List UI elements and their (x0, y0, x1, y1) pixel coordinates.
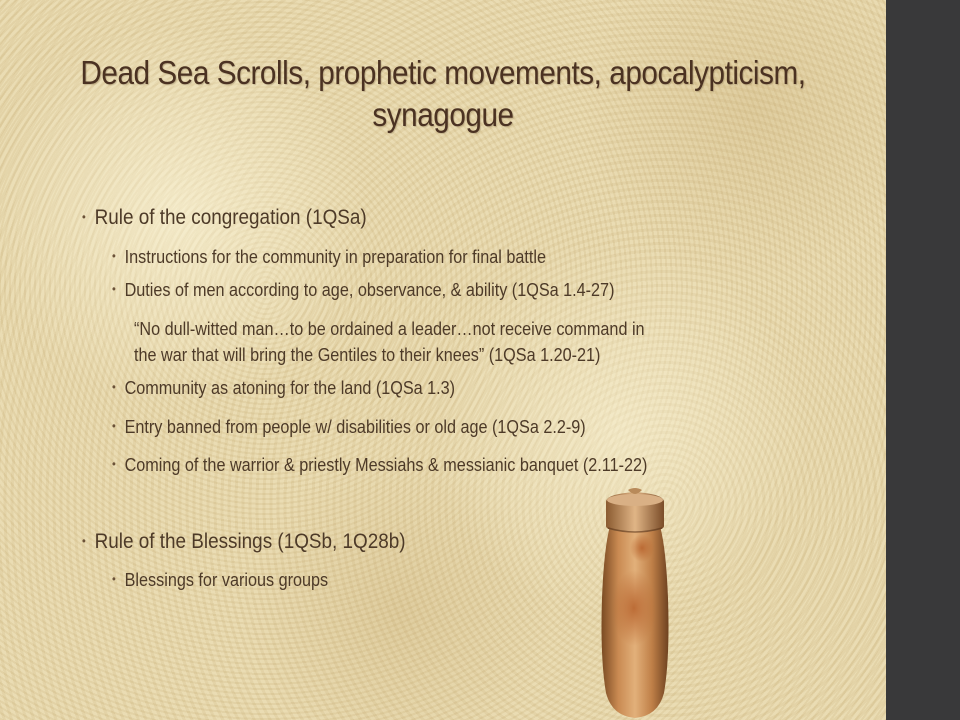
bullet-icon: • (112, 572, 116, 586)
bullet-icon: • (82, 534, 86, 548)
bullet-icon: • (112, 419, 116, 433)
list-item-level2 (112, 378, 455, 399)
list-item-text: Duties of men according to age, observance, & ability (1QSa 1.4-27) (124, 280, 615, 300)
section-heading: Rule of the Blessings (1QSb, 1Q28b) (94, 530, 406, 553)
list-item-text: Entry banned from people w/ disabilities or old age (1QSa 2.2-9) (124, 417, 586, 437)
section-heading: Rule of the congregation (1QSa) (94, 206, 367, 229)
quote-line-1: “No dull-witted man…to be ordained a leader…not receive command in (134, 319, 645, 339)
list-item-text: Instructions for the community in preparation for final battle (124, 247, 547, 267)
list-item-level1 (82, 530, 406, 554)
quote-line-2: the war that will bring the Gentiles to their knees” (1QSa 1.20-21) (134, 345, 601, 365)
title-line-2: synagogue (372, 96, 514, 133)
list-item-level2 (112, 280, 614, 301)
list-item-level2 (112, 455, 647, 476)
list-item-text: Community as atoning for the land (1QSa 1.3) (124, 378, 456, 398)
bullet-icon: • (112, 249, 116, 263)
list-item-level2 (112, 417, 586, 438)
list-item-level2 (112, 570, 328, 591)
slide-title (62, 52, 823, 136)
bullet-icon: • (112, 380, 116, 394)
title-line-1: Dead Sea Scrolls, prophetic movements, apocalypticism, (80, 54, 806, 91)
list-item-text: Coming of the warrior & priestly Messiahs & messianic banquet (2.11-22) (124, 455, 648, 475)
list-item-level2 (112, 247, 546, 268)
bullet-icon: • (112, 457, 116, 471)
right-sidebar-bar (886, 0, 960, 720)
bullet-icon: • (82, 210, 86, 224)
list-item-level1 (82, 206, 367, 230)
scroll-jar-image (590, 488, 680, 720)
list-item-text: Blessings for various groups (124, 570, 329, 590)
quote-block (134, 316, 645, 368)
bullet-icon: • (112, 282, 116, 296)
